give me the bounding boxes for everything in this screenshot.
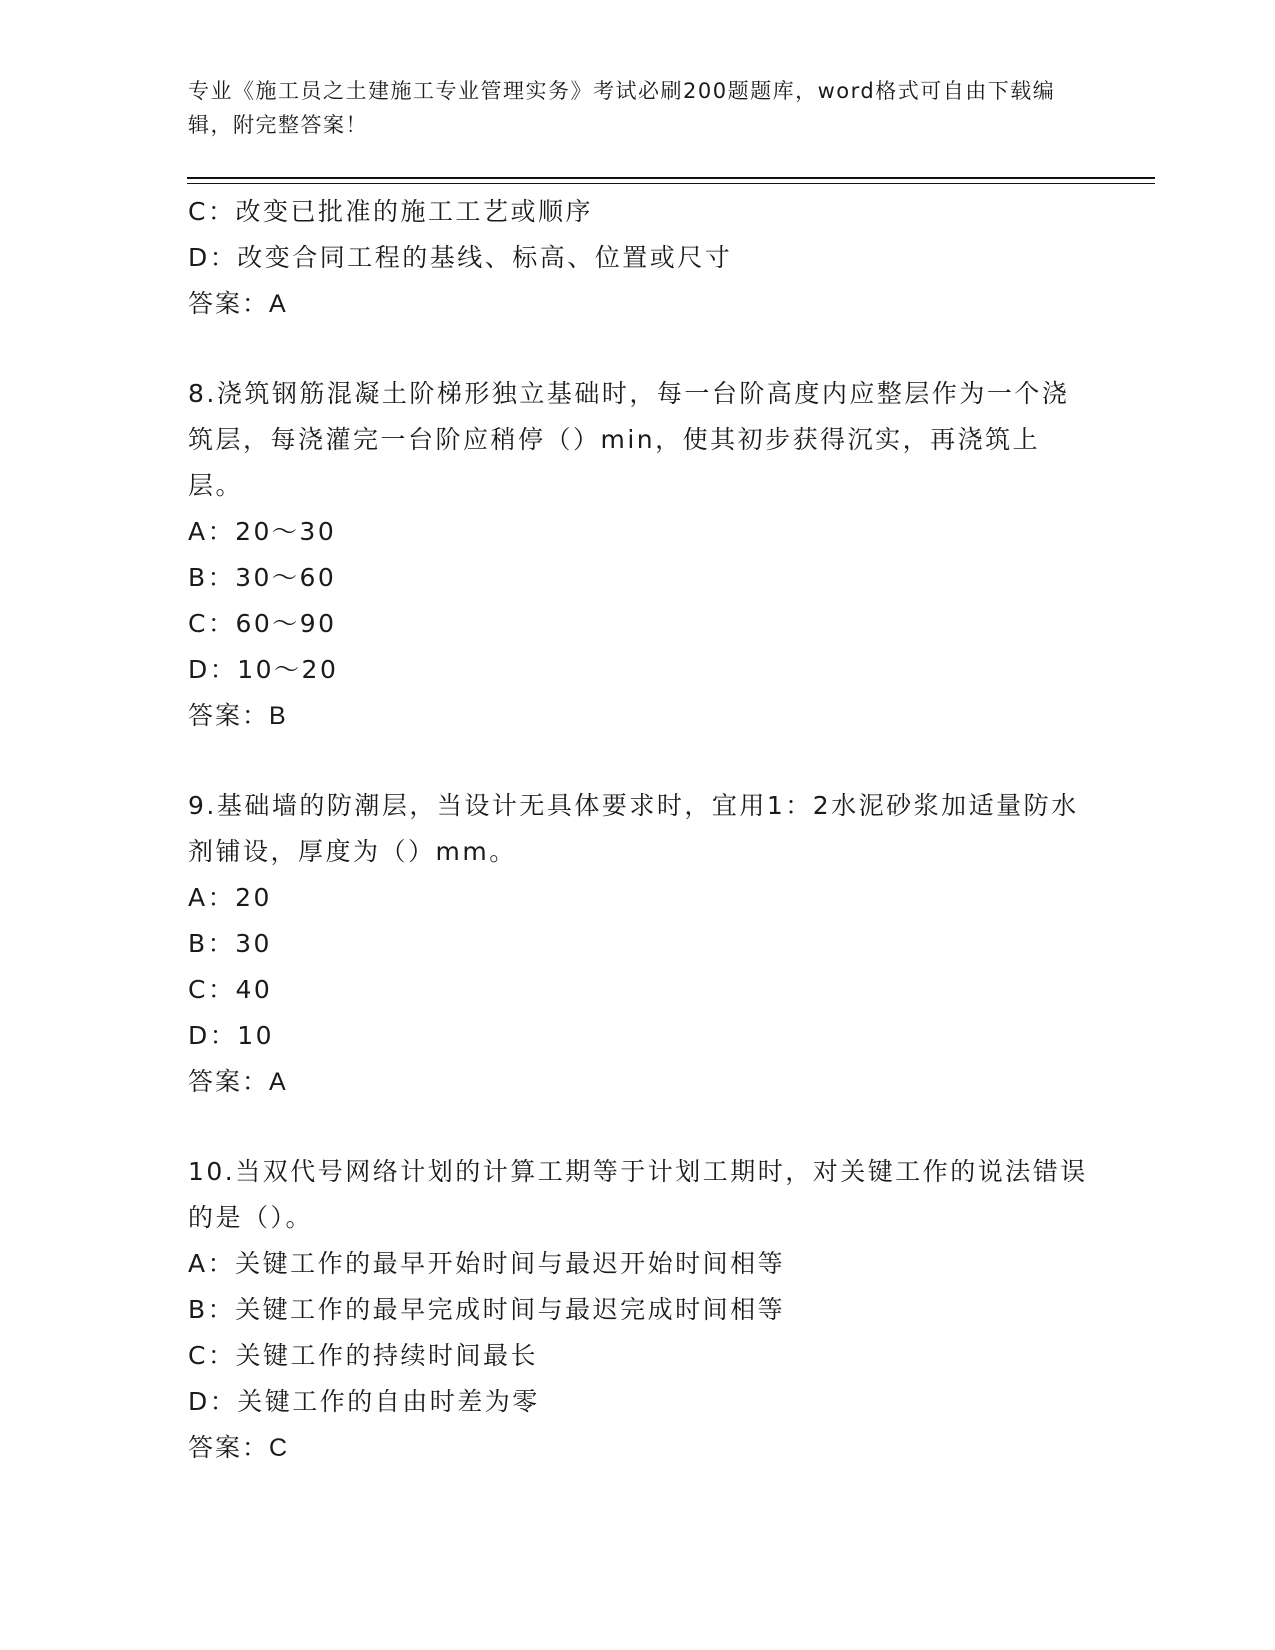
- option-d: D：10: [188, 1021, 275, 1050]
- answer-line: 答案：A: [188, 1068, 288, 1096]
- spacer: [188, 327, 1088, 371]
- spacer: [188, 1105, 1088, 1149]
- option-c: C：60～90: [188, 609, 337, 638]
- option-d: D：10～20: [188, 655, 339, 684]
- option-b: B：30～60: [188, 563, 337, 592]
- option-a: A：关键工作的最早开始时间与最迟开始时间相等: [188, 1249, 786, 1278]
- option-a: A：20～30: [188, 517, 337, 546]
- question-9: [188, 783, 1088, 1105]
- option-b: B：关键工作的最早完成时间与最迟完成时间相等: [188, 1295, 786, 1324]
- option-c: C：改变已批准的施工工艺或顺序: [188, 197, 593, 226]
- question-8: [188, 371, 1088, 739]
- header-rule-thin: [187, 183, 1155, 184]
- spacer: [188, 739, 1088, 783]
- question-stem: 10.当双代号网络计划的计算工期等于计划工期时，对关键工作的说法错误的是（）。: [188, 1157, 1088, 1232]
- partial-question: [188, 189, 1088, 327]
- option-c: C：40: [188, 975, 273, 1004]
- answer-line: 答案：A: [188, 290, 288, 318]
- question-stem: 8.浇筑钢筋混凝土阶梯形独立基础时，每一台阶高度内应整层作为一个浇筑层，每浇灌完一台阶应稍停（）min，使其初步获得沉实，再浇筑上层。: [188, 379, 1070, 500]
- option-d: D：改变合同工程的基线、标高、位置或尺寸: [188, 243, 733, 272]
- option-d: D：关键工作的自由时差为零: [188, 1387, 540, 1416]
- document-title: 专业《施工员之土建施工专业管理实务》考试必刷200题题库，word格式可自由下载编辑，附完整答案！: [188, 79, 1056, 137]
- question-stem: 9.基础墙的防潮层，当设计无具体要求时，宜用1：2水泥砂浆加适量防水剂铺设，厚度为（）mm。: [188, 791, 1079, 866]
- header-rule-thick: [187, 177, 1155, 179]
- answer-line: 答案：B: [188, 702, 288, 730]
- question-content: [188, 189, 1088, 1471]
- answer-line: 答案：C: [188, 1434, 290, 1462]
- question-10: [188, 1149, 1088, 1471]
- option-c: C：关键工作的持续时间最长: [188, 1341, 538, 1370]
- option-b: B：30: [188, 929, 272, 958]
- option-a: A：20: [188, 883, 272, 912]
